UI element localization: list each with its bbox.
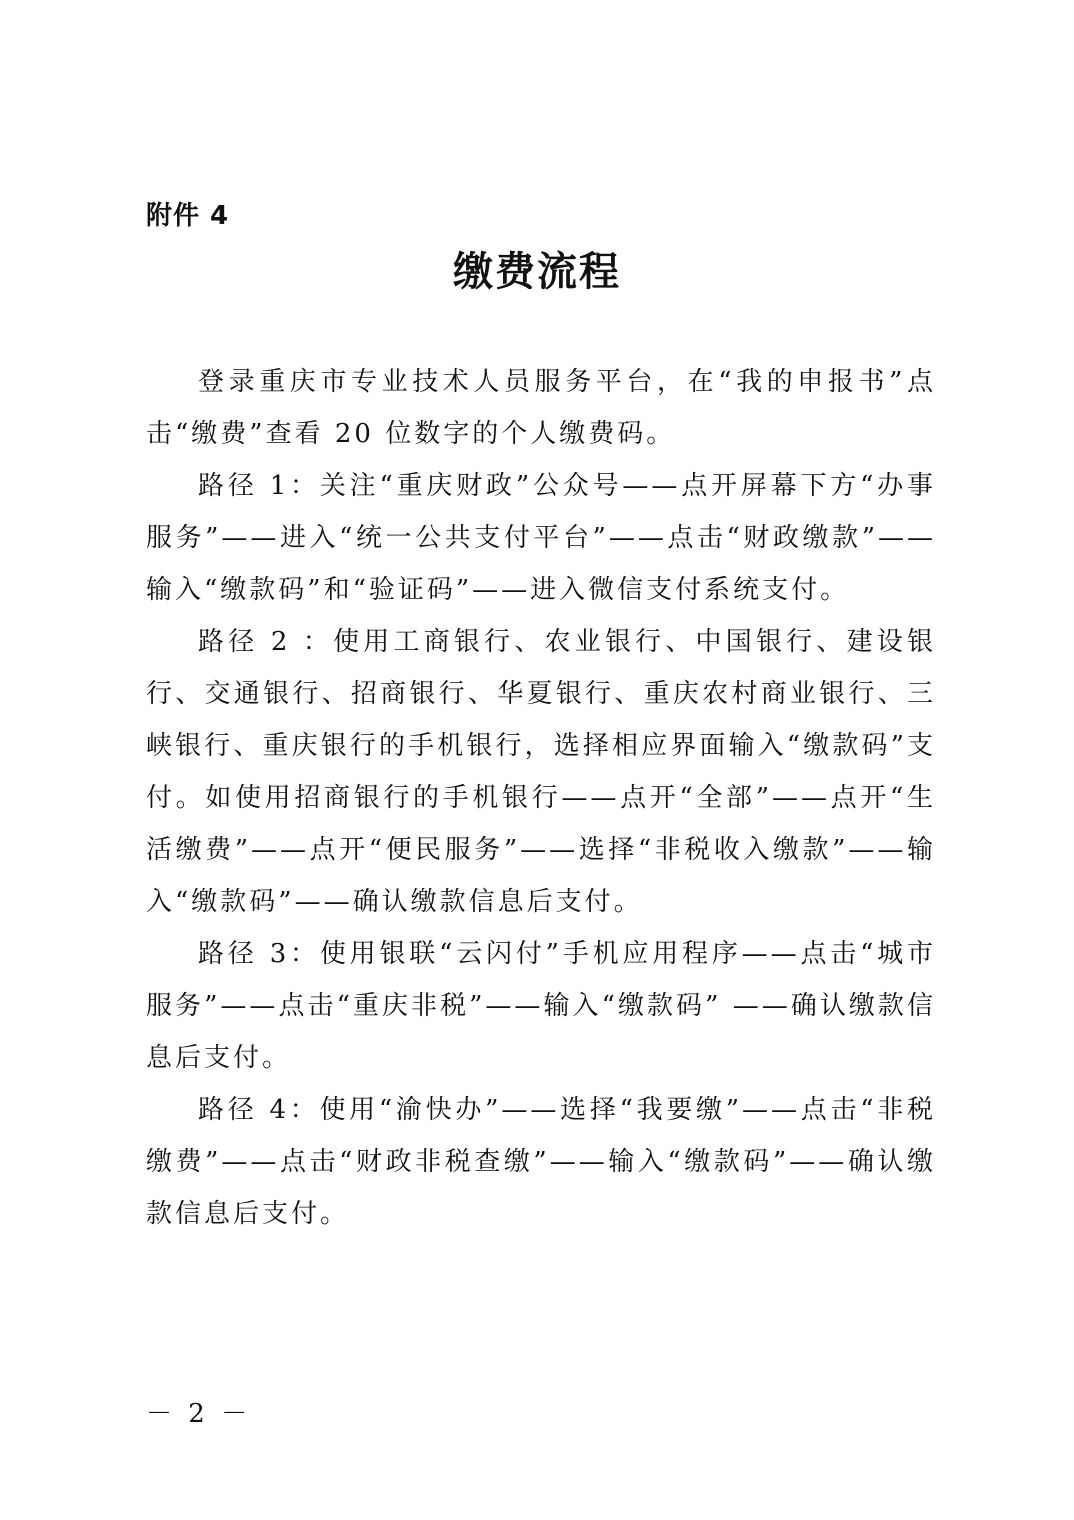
attachment-label: 附件 4 [146, 201, 230, 231]
document-body [146, 356, 936, 1240]
paragraph-path-1: 路径 1：关注“重庆财政”公众号——点开屏幕下方“办事服务”——进入“统一公共支付平台”——点击“财政缴款”——输入“缴款码”和“验证码”——进入微信支付系统支付。 [146, 471, 936, 605]
paragraph-path-2: 路径 2 ：使用工商银行、农业银行、中国银行、建设银行、交通银行、招商银行、华夏银行、重庆农村商业银行、三峡银行、重庆银行的手机银行，选择相应界面输入“缴款码”支付。如使用招商银行的手机银行——点开“全部”——点开“生活缴费”——点开“便民服务”——选择“非税收入缴款”——输入“缴款码”——确认缴款信息后支付。 [146, 627, 936, 917]
document-title: 缴费流程 [453, 249, 621, 295]
paragraph-path-3: 路径 3：使用银联“云闪付”手机应用程序——点击“城市服务”——点击“重庆非税”——输入“缴款码” ——确认缴款信息后支付。 [146, 939, 936, 1073]
page-number: － 2 － [146, 1399, 252, 1429]
paragraph-path-4: 路径 4：使用“渝快办”——选择“我要缴”——点击“非税缴费”——点击“财政非税查缴”——输入“缴款码”——确认缴款信息后支付。 [146, 1095, 936, 1229]
paragraph-intro: 登录重庆市专业技术人员服务平台，在“我的申报书”点击“缴费”查看 20 位数字的个人缴费码。 [146, 367, 936, 449]
